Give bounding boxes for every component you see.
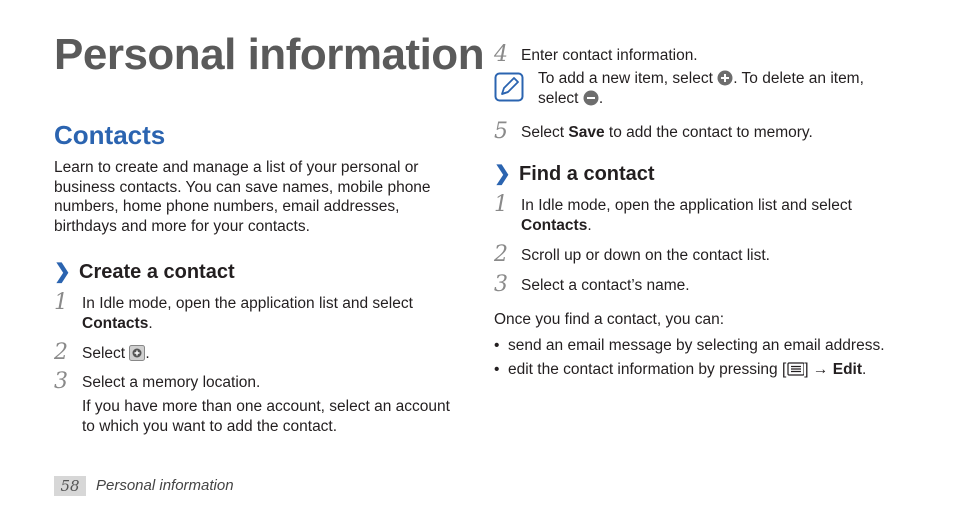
list-item: • send an email message by selecting an email address. [494, 334, 885, 358]
list-item: • edit the contact information by pressing [ ] → Edit. [494, 358, 885, 382]
step-number: 4 [494, 42, 508, 67]
menu-key-icon [786, 361, 804, 377]
create-step-5: Select Save to add the contact to memory. [521, 124, 813, 141]
section-heading-contacts: Contacts [54, 120, 166, 150]
step-number: 3 [494, 272, 508, 297]
create-step-1: In Idle mode, open the application list and select Contacts. [82, 295, 413, 332]
note-text: To add a new item, select . To delete an item, select . [538, 70, 864, 107]
create-step-2: Select . [82, 345, 150, 362]
subheading-create-contact: ❯ Create a contact [54, 261, 235, 283]
create-contact-icon [129, 345, 145, 361]
page-number: 58 [54, 476, 86, 496]
create-step-3-detail: If you have more than one account, select an account to which you want to add the contact. [82, 398, 450, 435]
create-step-4: Enter contact information. [521, 47, 698, 64]
find-step-3: Select a contact’s name. [521, 277, 690, 294]
step-number: 5 [494, 119, 508, 144]
page-title: Personal information [54, 30, 485, 79]
delete-item-icon [583, 90, 599, 106]
find-step-1: In Idle mode, open the application list and select Contacts. [521, 197, 852, 234]
step-number: 1 [54, 290, 68, 315]
step-number: 2 [54, 340, 68, 365]
find-step-2: Scroll up or down on the contact list. [521, 247, 770, 264]
footer-section-title: Personal information [96, 477, 234, 494]
chevron-right-icon: ❯ [494, 163, 511, 185]
create-step-3: Select a memory location. [82, 374, 261, 391]
note-pencil-icon [494, 72, 524, 102]
find-options-list [494, 334, 885, 382]
find-once-text: Once you find a contact, you can: [494, 311, 725, 328]
step-number: 3 [54, 369, 68, 394]
step-number: 2 [494, 242, 508, 267]
add-item-icon [717, 70, 733, 86]
step-number: 1 [494, 192, 508, 217]
chevron-right-icon: ❯ [54, 261, 71, 283]
subheading-find-contact: ❯ Find a contact [494, 163, 655, 185]
contacts-intro: Learn to create and manage a list of your personal or business contacts. You can save names, mobile phone numbers, home phone numbers, email addresses, birthdays and more for your contacts. [54, 159, 431, 235]
